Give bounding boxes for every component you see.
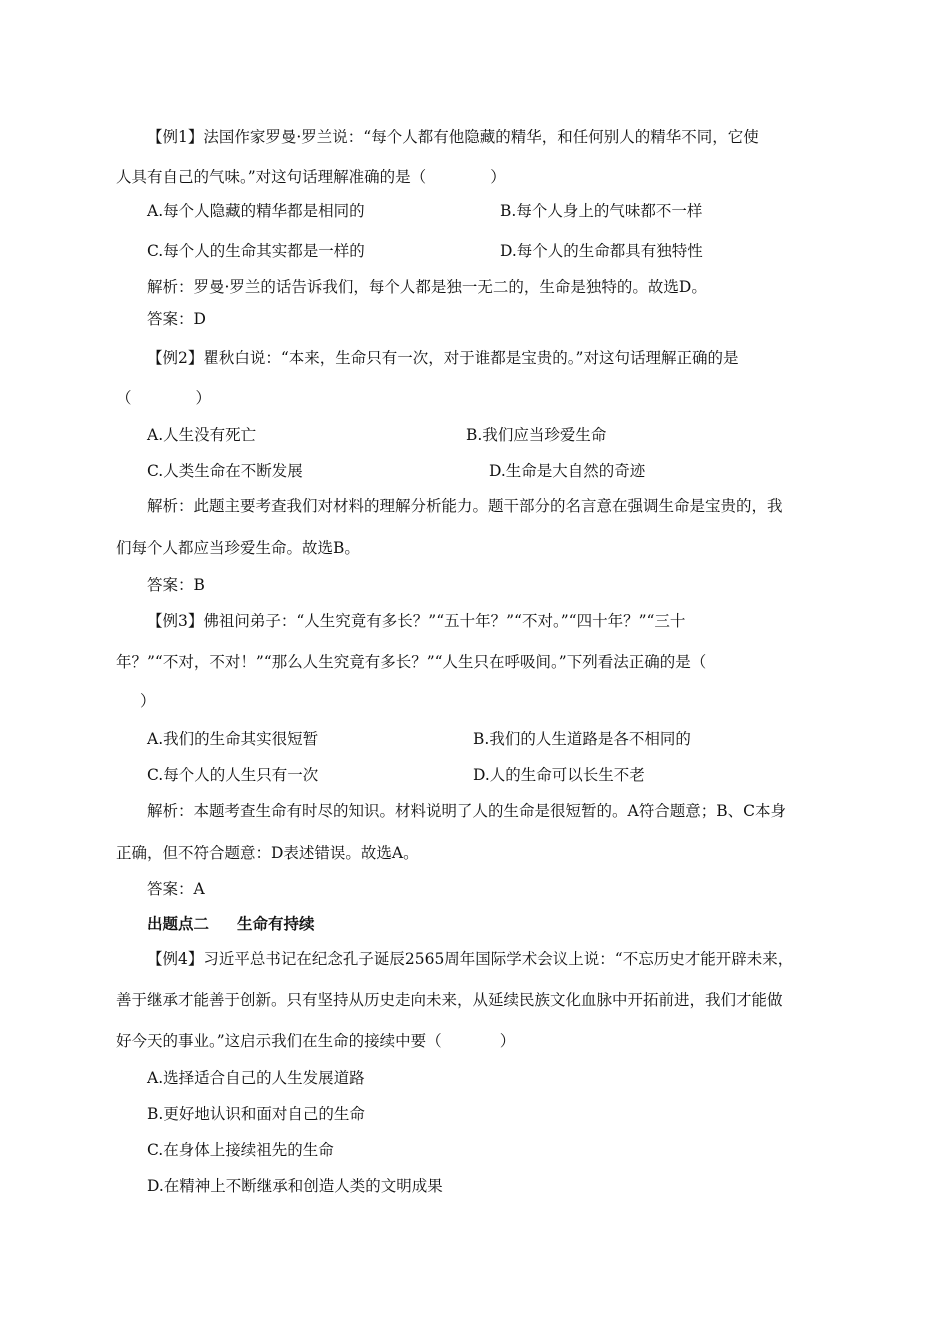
example-4-stem-line1: 【例4】习近平总书记在纪念孔子诞辰2565周年国际学术会议上说：“不忘历史才能开辟未来， (147, 950, 794, 968)
example-2-option-d: D.生命是大自然的奇迹 (489, 462, 646, 480)
example-1-stem-line2: 人具有自己的气味。”对这句话理解准确的是（ ） (116, 168, 506, 186)
example-2-option-b: B.我们应当珍爱生命 (466, 426, 607, 444)
example-3-stem-line2: 年？”“不对，不对！”“那么人生究竟有多长？”“人生只在呼吸间。”下列看法正确的是（ (116, 653, 707, 671)
example-3-option-a: A.我们的生命其实很短暂 (147, 730, 319, 748)
example-2-option-a: A.人生没有死亡 (147, 426, 257, 444)
example-4-option-a: A.选择适合自己的人生发展道路 (147, 1069, 365, 1087)
example-1-option-a: A.每个人隐藏的精华都是相同的 (147, 202, 365, 220)
example-2-option-c: C.人类生命在不断发展 (147, 462, 303, 480)
example-4-stem-line3: 好今天的事业。”这启示我们在生命的接续中要（ ） (116, 1032, 516, 1050)
example-3-option-b: B.我们的人生道路是各不相同的 (473, 730, 691, 748)
example-2-analysis-line1: 解析：此题主要考查我们对材料的理解分析能力。题干部分的名言意在强调生命是宝贵的，我 (147, 497, 783, 515)
example-1-stem-line1: 【例1】法国作家罗曼·罗兰说：“每个人都有他隐藏的精华，和任何别人的精华不同，它使 (147, 128, 759, 146)
example-4-option-d: D.在精神上不断继承和创造人类的文明成果 (147, 1177, 443, 1195)
example-1-answer: 答案：D (147, 310, 206, 328)
section-heading-label: 出题点二 (147, 914, 210, 933)
example-2-stem-line1: 【例2】瞿秋白说：“本来，生命只有一次，对于谁都是宝贵的。”对这句话理解正确的是 (147, 349, 739, 367)
section-heading-title: 生命有持续 (237, 914, 315, 933)
example-3-analysis-line1: 解析：本题考查生命有时尽的知识。材料说明了人的生命是很短暂的。A符合题意；B、C本身 (147, 802, 786, 820)
example-1-analysis: 解析：罗曼·罗兰的话告诉我们，每个人都是独一无二的，生命是独特的。故选D。 (147, 278, 707, 296)
example-4-option-c: C.在身体上接续祖先的生命 (147, 1141, 334, 1159)
example-2-stem-line2: （ ） (116, 389, 212, 407)
example-1-option-b: B.每个人身上的气味都不一样 (500, 202, 703, 220)
section-heading (147, 913, 315, 935)
example-2-answer: 答案：B (147, 576, 205, 594)
example-3-option-c: C.每个人的人生只有一次 (147, 766, 319, 784)
example-4-stem-line2: 善于继承才能善于创新。只有坚持从历史走向未来，从延续民族文化血脉中开拓前进，我们才能做 (116, 991, 783, 1009)
example-3-stem-line1: 【例3】佛祖问弟子：“人生究竟有多长？”“五十年？”“不对。”“四十年？”“三十 (147, 612, 686, 630)
example-1-option-c: C.每个人的生命其实都是一样的 (147, 242, 365, 260)
example-4-option-b: B.更好地认识和面对自己的生命 (147, 1105, 365, 1123)
example-1-option-d: D.每个人的生命都具有独特性 (500, 242, 703, 260)
example-3-answer: 答案：A (147, 880, 205, 898)
example-3-analysis-line2: 正确，但不符合题意：D表述错误。故选A。 (116, 844, 419, 862)
example-2-analysis-line2: 们每个人都应当珍爱生命。故选B。 (116, 539, 360, 557)
example-3-stem-line3: ） (140, 692, 156, 710)
example-3-option-d: D.人的生命可以长生不老 (473, 766, 645, 784)
